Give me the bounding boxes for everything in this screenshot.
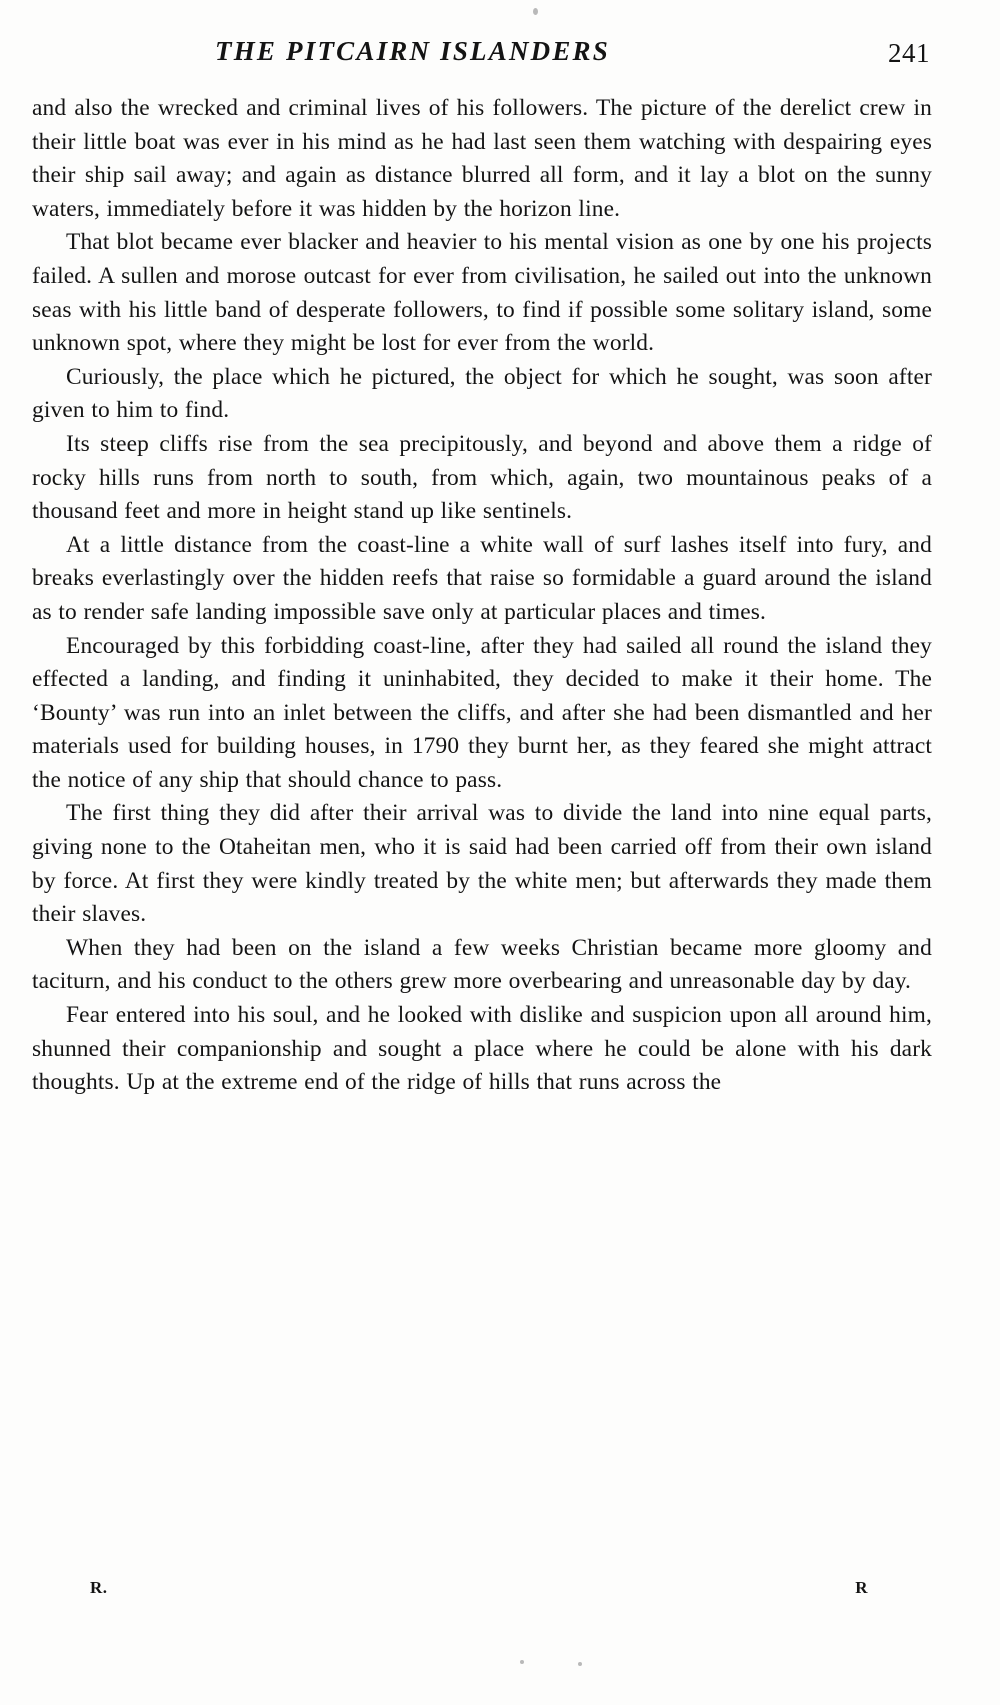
paragraph: Encouraged by this forbidding coast-line, after they had sailed all round the island they effected a landing, and finding it uninhabited, they decided to make it their home. The ‘Bounty’ was run into an inlet between the cliffs, and after she had been dismantled and her materials used for building houses, in 1790 they burnt her, as they feared she might attract the notice of any ship that should chance to pass. [32, 632, 932, 793]
page-number: 241 [888, 38, 930, 68]
signature-mark-right: R [855, 1578, 868, 1597]
paragraph: When they had been on the island a few weeks Christian became more gloomy and taciturn, and his conduct to the others grew more overbearing and unreasonable day by day. [32, 934, 932, 995]
running-head-title: THE PITCAIRN ISLANDERS [215, 36, 610, 66]
signature-mark-left: R. [90, 1578, 108, 1597]
scan-speck [533, 8, 538, 15]
scan-speck [578, 1662, 582, 1666]
paragraph: At a little distance from the coast-line a white wall of surf lashes itself into fury, and breaks everlastingly over the hidden reefs that raise so formidable a guard around the island as to render safe landing impossible save only at particular places and times. [32, 531, 932, 625]
page-footer [32, 1578, 968, 1608]
running-head [70, 36, 930, 76]
scan-speck [520, 1660, 524, 1664]
paragraph: Curiously, the place which he pictured, the object for which he sought, was soon after given to him to find. [32, 363, 932, 424]
page-body [32, 92, 932, 1100]
paragraph: Its steep cliffs rise from the sea precipitously, and beyond and above them a ridge of rocky hills runs from north to south, from which, again, two mountainous peaks of a thousand feet and more in height stand up like sentinels. [32, 430, 932, 525]
paragraph: The first thing they did after their arrival was to divide the land into nine equal parts, giving none to the Otaheitan men, who it is said had been carried off from their own island by force. At first they were kindly treated by the white men; but afterwards they made them their slaves. [32, 800, 932, 928]
paragraph: That blot became ever blacker and heavier to his mental vision as one by one his projects failed. A sullen and morose outcast for ever from civilisation, he sailed out into the unknown seas with his little band of desperate followers, to find if possible some solitary island, some unknown spot, where they might be lost for ever from the world. [32, 229, 932, 357]
paragraph: Fear entered into his soul, and he looked with dislike and suspicion upon all around him, shunned their companionship and sought a place where he could be alone with his dark thoughts. Up at the extreme end of the ridge of hills that runs across the [32, 1002, 932, 1096]
paragraph: and also the wrecked and criminal lives of his followers. The picture of the derelict crew in their little boat was ever in his mind as he had last seen them watching with despairing eyes their ship sail away; and again as distance blurred all form, and it lay a blot on the sunny waters, immediately before it was hidden by the horizon line. [32, 95, 932, 222]
